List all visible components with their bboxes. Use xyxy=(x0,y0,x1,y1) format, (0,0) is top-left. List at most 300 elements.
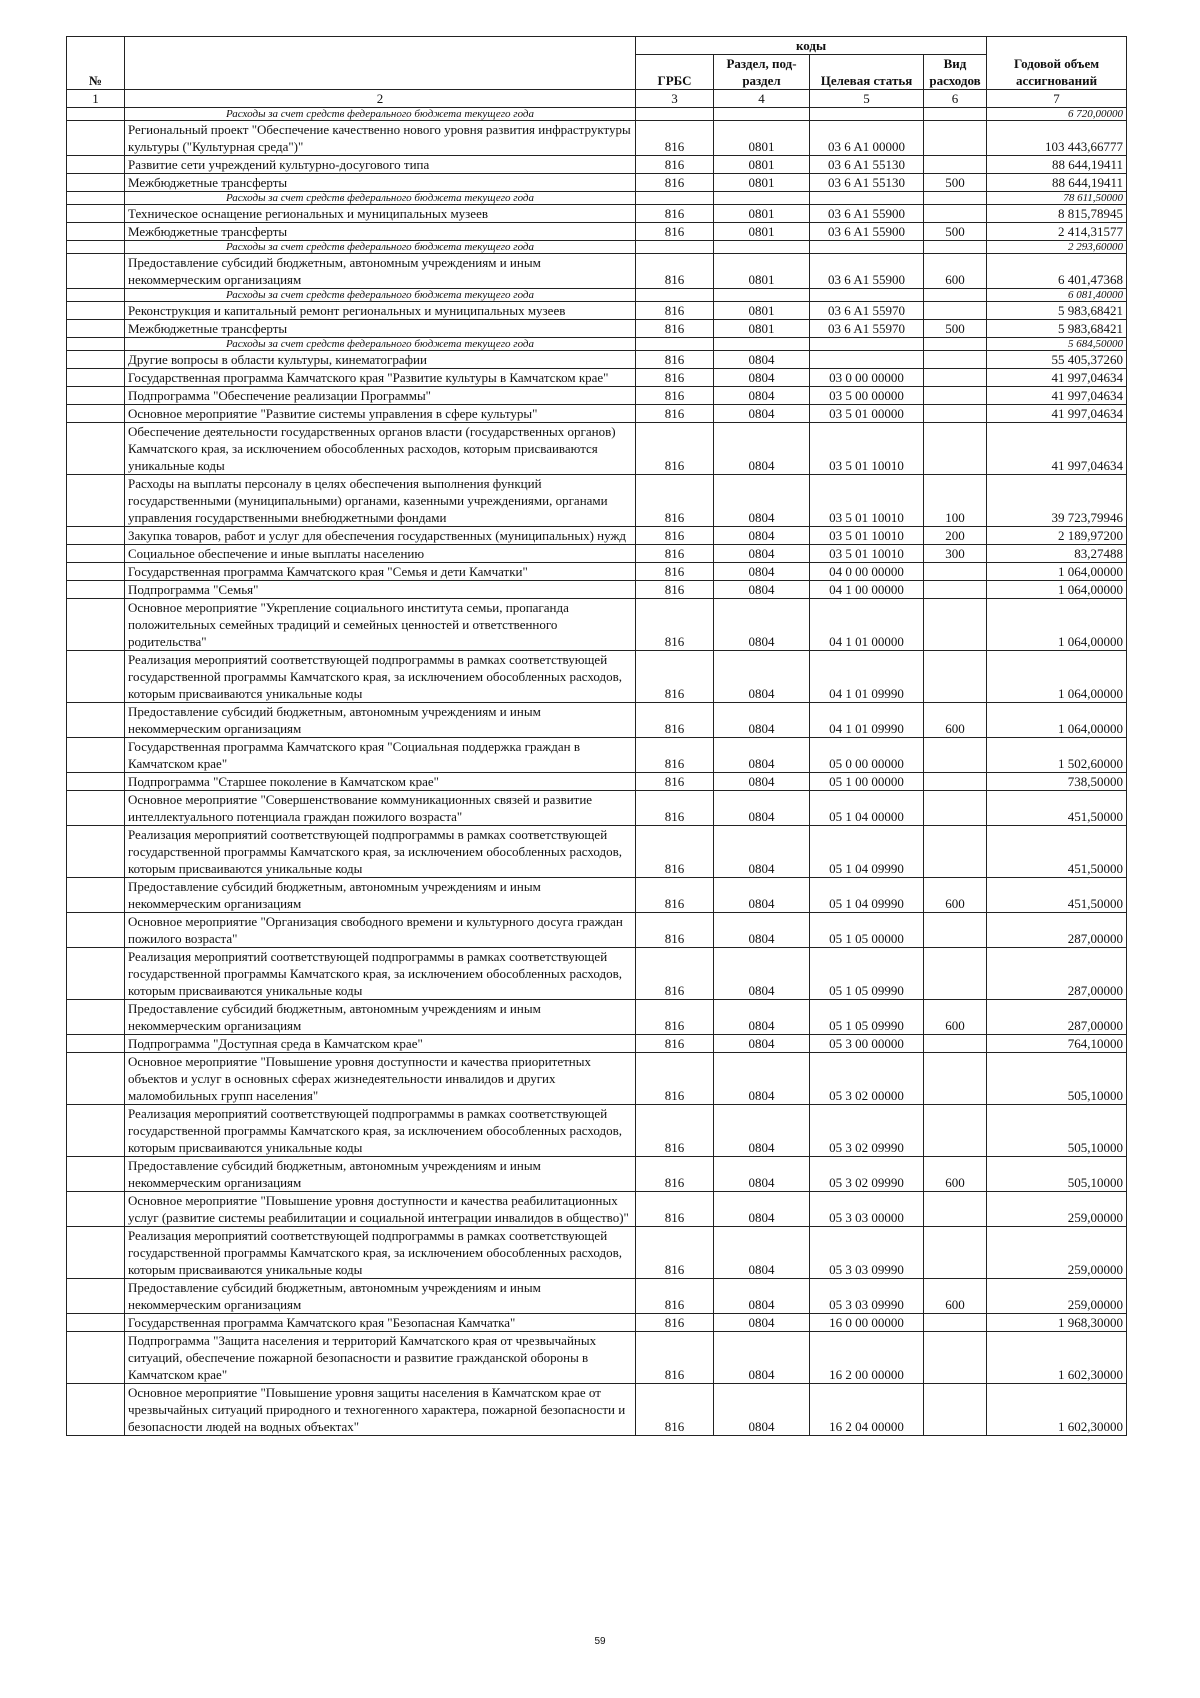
target-article-cell: 03 5 01 10010 xyxy=(810,423,924,475)
grbs-cell: 816 xyxy=(636,156,714,174)
expense-name-cell: Расходы за счет средств федерального бюджета текущего года xyxy=(125,338,636,351)
razdel-cell: 0804 xyxy=(714,423,810,475)
grbs-cell xyxy=(636,289,714,302)
grbs-cell: 816 xyxy=(636,545,714,563)
row-number-cell xyxy=(67,241,125,254)
federal-funds-row xyxy=(67,192,1127,205)
target-article-cell: 03 6 A1 55900 xyxy=(810,254,924,289)
amount-cell: 88 644,19411 xyxy=(987,174,1127,192)
target-article-cell: 05 3 02 09990 xyxy=(810,1105,924,1157)
header-annual: Годовой объем ассигнований xyxy=(987,37,1127,90)
expense-type-cell xyxy=(924,1384,987,1436)
target-article-cell: 03 6 A1 00000 xyxy=(810,121,924,156)
target-article-cell: 03 6 A1 55900 xyxy=(810,223,924,241)
table-row xyxy=(67,351,1127,369)
target-article-cell: 05 1 04 00000 xyxy=(810,791,924,826)
amount-cell: 2 414,31577 xyxy=(987,223,1127,241)
expense-type-cell xyxy=(924,156,987,174)
amount-cell: 2 293,60000 xyxy=(987,241,1127,254)
target-article-cell: 03 6 A1 55130 xyxy=(810,156,924,174)
grbs-cell xyxy=(636,338,714,351)
razdel-cell: 0804 xyxy=(714,738,810,773)
target-article-cell xyxy=(810,338,924,351)
target-article-cell: 05 1 05 09990 xyxy=(810,1000,924,1035)
expense-name-cell: Подпрограмма "Защита населения и территорий Камчатского края от чрезвычайных ситуаций, обеспечение пожарной безопасности и развитие гражданской обороны в Камчатском крае" xyxy=(125,1332,636,1384)
table-row xyxy=(67,1157,1127,1192)
row-number-cell xyxy=(67,1157,125,1192)
table-row xyxy=(67,223,1127,241)
amount-cell: 41 997,04634 xyxy=(987,387,1127,405)
row-number-cell xyxy=(67,1314,125,1332)
expense-type-cell xyxy=(924,289,987,302)
expense-type-cell xyxy=(924,387,987,405)
razdel-cell xyxy=(714,192,810,205)
razdel-cell: 0804 xyxy=(714,527,810,545)
grbs-cell: 816 xyxy=(636,1384,714,1436)
target-article-cell: 03 6 A1 55900 xyxy=(810,205,924,223)
expense-name-cell: Техническое оснащение региональных и муниципальных музеев xyxy=(125,205,636,223)
grbs-cell: 816 xyxy=(636,651,714,703)
amount-cell: 55 405,37260 xyxy=(987,351,1127,369)
amount-cell: 1 064,00000 xyxy=(987,599,1127,651)
table-row xyxy=(67,405,1127,423)
table-row xyxy=(67,1035,1127,1053)
expense-name-cell: Предоставление субсидий бюджетным, автономным учреждениям и иным некоммерческим организациям xyxy=(125,703,636,738)
table-row xyxy=(67,423,1127,475)
row-number-cell xyxy=(67,223,125,241)
target-article-cell: 05 3 02 09990 xyxy=(810,1157,924,1192)
page-number: 59 xyxy=(594,1636,606,1647)
expense-name-cell: Подпрограмма "Обеспечение реализации Программы" xyxy=(125,387,636,405)
target-article-cell: 05 3 02 00000 xyxy=(810,1053,924,1105)
grbs-cell: 816 xyxy=(636,387,714,405)
razdel-cell: 0804 xyxy=(714,387,810,405)
row-number-cell xyxy=(67,563,125,581)
expense-name-cell: Подпрограмма "Семья" xyxy=(125,581,636,599)
grbs-cell: 816 xyxy=(636,527,714,545)
amount-cell: 83,27488 xyxy=(987,545,1127,563)
expense-type-cell xyxy=(924,1227,987,1279)
expense-type-cell: 600 xyxy=(924,878,987,913)
expense-type-cell xyxy=(924,205,987,223)
razdel-cell: 0804 xyxy=(714,791,810,826)
amount-cell: 505,10000 xyxy=(987,1105,1127,1157)
row-number-cell xyxy=(67,1384,125,1436)
row-number-cell xyxy=(67,878,125,913)
expense-name-cell: Государственная программа Камчатского края "Безопасная Камчатка" xyxy=(125,1314,636,1332)
razdel-cell: 0804 xyxy=(714,1227,810,1279)
razdel-cell: 0801 xyxy=(714,121,810,156)
amount-cell: 6 401,47368 xyxy=(987,254,1127,289)
row-number-cell xyxy=(67,369,125,387)
expense-name-cell: Государственная программа Камчатского края "Семья и дети Камчатки" xyxy=(125,563,636,581)
grbs-cell: 816 xyxy=(636,703,714,738)
razdel-cell: 0804 xyxy=(714,599,810,651)
grbs-cell: 816 xyxy=(636,302,714,320)
header-num: № xyxy=(67,37,125,90)
row-number-cell xyxy=(67,913,125,948)
grbs-cell: 816 xyxy=(636,121,714,156)
row-number-cell xyxy=(67,1000,125,1035)
expense-type-cell xyxy=(924,423,987,475)
razdel-cell: 0801 xyxy=(714,223,810,241)
expense-type-cell xyxy=(924,913,987,948)
grbs-cell xyxy=(636,108,714,121)
expense-type-cell xyxy=(924,1105,987,1157)
expense-name-cell: Предоставление субсидий бюджетным, автономным учреждениям и иным некоммерческим организациям xyxy=(125,1279,636,1314)
row-number-cell xyxy=(67,192,125,205)
expense-type-cell xyxy=(924,1332,987,1384)
table-row xyxy=(67,703,1127,738)
expense-type-cell xyxy=(924,369,987,387)
amount-cell: 505,10000 xyxy=(987,1053,1127,1105)
expense-type-cell: 600 xyxy=(924,1279,987,1314)
row-number-cell xyxy=(67,826,125,878)
row-number-cell xyxy=(67,948,125,1000)
expense-name-cell: Предоставление субсидий бюджетным, автономным учреждениям и иным некоммерческим организациям xyxy=(125,254,636,289)
grbs-cell xyxy=(636,192,714,205)
row-number-cell xyxy=(67,156,125,174)
target-article-cell xyxy=(810,289,924,302)
row-number-cell xyxy=(67,1192,125,1227)
grbs-cell: 816 xyxy=(636,1035,714,1053)
amount-cell: 1 602,30000 xyxy=(987,1384,1127,1436)
expense-type-cell xyxy=(924,738,987,773)
razdel-cell: 0804 xyxy=(714,351,810,369)
grbs-cell: 816 xyxy=(636,423,714,475)
row-number-cell xyxy=(67,320,125,338)
expense-name-cell: Реализация мероприятий соответствующей подпрограммы в рамках соответствующей государственной программы Камчатского края, за исключением обособленных расходов, которым присваиваются уникальные коды xyxy=(125,826,636,878)
expense-name-cell: Предоставление субсидий бюджетным, автономным учреждениям и иным некоммерческим организациям xyxy=(125,878,636,913)
row-number-cell xyxy=(67,302,125,320)
grbs-cell: 816 xyxy=(636,738,714,773)
col-index: 2 xyxy=(125,90,636,108)
budget-sheet xyxy=(66,36,1126,1436)
table-row xyxy=(67,475,1127,527)
expense-name-cell: Реализация мероприятий соответствующей подпрограммы в рамках соответствующей государственной программы Камчатского края, за исключением обособленных расходов, которым присваиваются уникальные коды xyxy=(125,948,636,1000)
expense-type-cell xyxy=(924,773,987,791)
table-row xyxy=(67,563,1127,581)
target-article-cell: 04 1 01 09990 xyxy=(810,703,924,738)
amount-cell: 259,00000 xyxy=(987,1279,1127,1314)
row-number-cell xyxy=(67,205,125,223)
target-article-cell: 03 5 01 10010 xyxy=(810,475,924,527)
expense-name-cell: Основное мероприятие "Повышение уровня защиты населения в Камчатском крае от чрезвычайных ситуаций природного и техногенного характера, пожарной безопасности и безопасности людей на водных объектах" xyxy=(125,1384,636,1436)
amount-cell: 1 064,00000 xyxy=(987,651,1127,703)
amount-cell: 287,00000 xyxy=(987,1000,1127,1035)
target-article-cell: 03 5 00 00000 xyxy=(810,387,924,405)
amount-cell: 6 720,00000 xyxy=(987,108,1127,121)
grbs-cell: 816 xyxy=(636,791,714,826)
table-row xyxy=(67,1314,1127,1332)
expense-type-cell: 200 xyxy=(924,527,987,545)
table-row xyxy=(67,948,1127,1000)
expense-name-cell: Основное мероприятие "Развитие системы управления в сфере культуры" xyxy=(125,405,636,423)
target-article-cell xyxy=(810,241,924,254)
row-number-cell xyxy=(67,121,125,156)
header-name xyxy=(125,37,636,90)
amount-cell: 1 502,60000 xyxy=(987,738,1127,773)
target-article-cell xyxy=(810,351,924,369)
table-row xyxy=(67,320,1127,338)
expense-name-cell: Межбюджетные трансферты xyxy=(125,320,636,338)
razdel-cell: 0801 xyxy=(714,156,810,174)
expense-type-cell xyxy=(924,1314,987,1332)
razdel-cell: 0804 xyxy=(714,1105,810,1157)
table-row xyxy=(67,1053,1127,1105)
table-row xyxy=(67,1279,1127,1314)
razdel-cell: 0804 xyxy=(714,651,810,703)
amount-cell: 287,00000 xyxy=(987,948,1127,1000)
row-number-cell xyxy=(67,108,125,121)
expense-name-cell: Расходы за счет средств федерального бюджета текущего года xyxy=(125,241,636,254)
table-row xyxy=(67,254,1127,289)
col-index: 6 xyxy=(924,90,987,108)
row-number-cell xyxy=(67,475,125,527)
col-index: 3 xyxy=(636,90,714,108)
expense-name-cell: Государственная программа Камчатского края "Социальная поддержка граждан в Камчатском крае" xyxy=(125,738,636,773)
grbs-cell: 816 xyxy=(636,913,714,948)
grbs-cell: 816 xyxy=(636,1053,714,1105)
target-article-cell: 05 3 00 00000 xyxy=(810,1035,924,1053)
row-number-cell xyxy=(67,1332,125,1384)
razdel-cell: 0804 xyxy=(714,1332,810,1384)
expense-type-cell xyxy=(924,108,987,121)
grbs-cell: 816 xyxy=(636,369,714,387)
expense-type-cell xyxy=(924,241,987,254)
expense-type-cell: 300 xyxy=(924,545,987,563)
amount-cell: 505,10000 xyxy=(987,1157,1127,1192)
razdel-cell: 0804 xyxy=(714,405,810,423)
grbs-cell: 816 xyxy=(636,1000,714,1035)
table-row xyxy=(67,527,1127,545)
razdel-cell: 0804 xyxy=(714,1384,810,1436)
budget-table xyxy=(66,36,1127,1436)
razdel-cell: 0804 xyxy=(714,475,810,527)
target-article-cell: 04 1 01 00000 xyxy=(810,599,924,651)
header-tselevaya: Целевая статья xyxy=(810,55,924,90)
row-number-cell xyxy=(67,351,125,369)
expense-type-cell xyxy=(924,948,987,1000)
row-number-cell xyxy=(67,1035,125,1053)
amount-cell: 1 064,00000 xyxy=(987,703,1127,738)
table-row xyxy=(67,738,1127,773)
expense-name-cell: Основное мероприятие "Повышение уровня доступности и качества реабилитационных услуг (развитие системы реабилитации и социальной интеграции инвалидов в общество)" xyxy=(125,1192,636,1227)
header-codes: коды xyxy=(636,37,987,55)
expense-type-cell: 600 xyxy=(924,703,987,738)
grbs-cell: 816 xyxy=(636,174,714,192)
table-row xyxy=(67,1384,1127,1436)
amount-cell: 259,00000 xyxy=(987,1227,1127,1279)
table-row xyxy=(67,826,1127,878)
razdel-cell xyxy=(714,108,810,121)
expense-type-cell: 500 xyxy=(924,223,987,241)
razdel-cell: 0804 xyxy=(714,1157,810,1192)
razdel-cell: 0804 xyxy=(714,563,810,581)
grbs-cell: 816 xyxy=(636,1157,714,1192)
target-article-cell: 03 6 A1 55970 xyxy=(810,320,924,338)
amount-cell: 2 189,97200 xyxy=(987,527,1127,545)
grbs-cell: 816 xyxy=(636,1314,714,1332)
target-article-cell xyxy=(810,192,924,205)
expense-type-cell xyxy=(924,826,987,878)
row-number-cell xyxy=(67,1227,125,1279)
row-number-cell xyxy=(67,791,125,826)
table-row xyxy=(67,878,1127,913)
grbs-cell: 816 xyxy=(636,581,714,599)
table-row xyxy=(67,1227,1127,1279)
row-number-cell xyxy=(67,738,125,773)
target-article-cell: 04 0 00 00000 xyxy=(810,563,924,581)
expense-type-cell xyxy=(924,405,987,423)
razdel-cell: 0804 xyxy=(714,1000,810,1035)
target-article-cell: 05 1 04 09990 xyxy=(810,826,924,878)
grbs-cell: 816 xyxy=(636,1192,714,1227)
expense-name-cell: Другие вопросы в области культуры, кинематографии xyxy=(125,351,636,369)
expense-name-cell: Закупка товаров, работ и услуг для обеспечения государственных (муниципальных) нужд xyxy=(125,527,636,545)
row-number-cell xyxy=(67,599,125,651)
expense-type-cell: 500 xyxy=(924,320,987,338)
col-index: 7 xyxy=(987,90,1127,108)
target-article-cell: 05 1 04 09990 xyxy=(810,878,924,913)
amount-cell: 41 997,04634 xyxy=(987,405,1127,423)
razdel-cell xyxy=(714,241,810,254)
target-article-cell: 04 1 01 09990 xyxy=(810,651,924,703)
row-number-cell xyxy=(67,1053,125,1105)
target-article-cell: 03 6 A1 55970 xyxy=(810,302,924,320)
target-article-cell: 16 2 04 00000 xyxy=(810,1384,924,1436)
expense-type-cell xyxy=(924,121,987,156)
target-article-cell: 05 3 03 09990 xyxy=(810,1227,924,1279)
header-razdel: Раздел, под-раздел xyxy=(714,55,810,90)
expense-type-cell xyxy=(924,302,987,320)
razdel-cell: 0804 xyxy=(714,913,810,948)
razdel-cell: 0804 xyxy=(714,1314,810,1332)
razdel-cell xyxy=(714,289,810,302)
expense-name-cell: Предоставление субсидий бюджетным, автономным учреждениям и иным некоммерческим организациям xyxy=(125,1000,636,1035)
razdel-cell: 0804 xyxy=(714,369,810,387)
razdel-cell: 0804 xyxy=(714,773,810,791)
grbs-cell: 816 xyxy=(636,563,714,581)
amount-cell: 5 983,68421 xyxy=(987,320,1127,338)
expense-name-cell: Подпрограмма "Доступная среда в Камчатском крае" xyxy=(125,1035,636,1053)
expense-name-cell: Межбюджетные трансферты xyxy=(125,174,636,192)
expense-name-cell: Межбюджетные трансферты xyxy=(125,223,636,241)
table-row xyxy=(67,156,1127,174)
grbs-cell: 816 xyxy=(636,405,714,423)
expense-type-cell: 500 xyxy=(924,174,987,192)
amount-cell: 41 997,04634 xyxy=(987,369,1127,387)
expense-name-cell: Основное мероприятие "Укрепление социального института семьи, пропаганда положительных семейных традиций и семейных ценностей и ответственного родительства" xyxy=(125,599,636,651)
row-number-cell xyxy=(67,581,125,599)
expense-name-cell: Основное мероприятие "Повышение уровня доступности и качества приоритетных объектов и услуг в основных сферах жизнедеятельности инвалидов и других маломобильных групп населения" xyxy=(125,1053,636,1105)
razdel-cell: 0801 xyxy=(714,174,810,192)
amount-cell: 451,50000 xyxy=(987,826,1127,878)
col-index: 5 xyxy=(810,90,924,108)
target-article-cell: 16 0 00 00000 xyxy=(810,1314,924,1332)
target-article-cell: 03 6 A1 55130 xyxy=(810,174,924,192)
row-number-cell xyxy=(67,545,125,563)
amount-cell: 451,50000 xyxy=(987,791,1127,826)
table-row xyxy=(67,599,1127,651)
expense-name-cell: Государственная программа Камчатского края "Развитие культуры в Камчатском крае" xyxy=(125,369,636,387)
expense-name-cell: Расходы за счет средств федерального бюджета текущего года xyxy=(125,108,636,121)
target-article-cell: 04 1 00 00000 xyxy=(810,581,924,599)
grbs-cell: 816 xyxy=(636,878,714,913)
amount-cell: 1 602,30000 xyxy=(987,1332,1127,1384)
expense-type-cell xyxy=(924,651,987,703)
expense-type-cell xyxy=(924,563,987,581)
row-number-cell xyxy=(67,651,125,703)
grbs-cell: 816 xyxy=(636,1332,714,1384)
amount-cell: 41 997,04634 xyxy=(987,423,1127,475)
grbs-cell: 816 xyxy=(636,475,714,527)
expense-type-cell xyxy=(924,1053,987,1105)
target-article-cell: 03 0 00 00000 xyxy=(810,369,924,387)
amount-cell: 259,00000 xyxy=(987,1192,1127,1227)
expense-type-cell: 100 xyxy=(924,475,987,527)
row-number-cell xyxy=(67,405,125,423)
federal-funds-row xyxy=(67,338,1127,351)
razdel-cell xyxy=(714,338,810,351)
target-article-cell: 03 5 01 10010 xyxy=(810,527,924,545)
table-row xyxy=(67,913,1127,948)
amount-cell: 103 443,66777 xyxy=(987,121,1127,156)
table-row xyxy=(67,369,1127,387)
grbs-cell xyxy=(636,241,714,254)
grbs-cell: 816 xyxy=(636,1105,714,1157)
razdel-cell: 0801 xyxy=(714,254,810,289)
row-number-cell xyxy=(67,423,125,475)
razdel-cell: 0804 xyxy=(714,545,810,563)
amount-cell: 1 968,30000 xyxy=(987,1314,1127,1332)
target-article-cell: 05 0 00 00000 xyxy=(810,738,924,773)
row-number-cell xyxy=(67,773,125,791)
expense-type-cell xyxy=(924,1035,987,1053)
razdel-cell: 0804 xyxy=(714,703,810,738)
amount-cell: 1 064,00000 xyxy=(987,563,1127,581)
col-index: 4 xyxy=(714,90,810,108)
expense-name-cell: Реализация мероприятий соответствующей подпрограммы в рамках соответствующей государственной программы Камчатского края, за исключением обособленных расходов, которым присваиваются уникальные коды xyxy=(125,651,636,703)
federal-funds-row xyxy=(67,108,1127,121)
expense-name-cell: Развитие сети учреждений культурно-досугового типа xyxy=(125,156,636,174)
amount-cell: 5 684,50000 xyxy=(987,338,1127,351)
row-number-cell xyxy=(67,527,125,545)
expense-type-cell xyxy=(924,338,987,351)
razdel-cell: 0801 xyxy=(714,320,810,338)
expense-name-cell: Расходы на выплаты персоналу в целях обеспечения выполнения функций государственными (муниципальными) органами, казенными учреждениями, органами управления государственными внебюджетными фондами xyxy=(125,475,636,527)
expense-type-cell xyxy=(924,351,987,369)
table-row xyxy=(67,121,1127,156)
table-row xyxy=(67,205,1127,223)
expense-name-cell: Расходы за счет средств федерального бюджета текущего года xyxy=(125,192,636,205)
amount-cell: 6 081,40000 xyxy=(987,289,1127,302)
target-article-cell: 05 1 05 09990 xyxy=(810,948,924,1000)
expense-name-cell: Реализация мероприятий соответствующей подпрограммы в рамках соответствующей государственной программы Камчатского края, за исключением обособленных расходов, которым присваиваются уникальные коды xyxy=(125,1227,636,1279)
razdel-cell: 0804 xyxy=(714,878,810,913)
expense-name-cell: Основное мероприятие "Организация свободного времени и культурного досуга граждан пожилого возраста" xyxy=(125,913,636,948)
expense-name-cell: Основное мероприятие "Совершенствование коммуникационных связей и развитие интеллектуального потенциала граждан пожилого возраста" xyxy=(125,791,636,826)
razdel-cell: 0801 xyxy=(714,302,810,320)
expense-name-cell: Региональный проект "Обеспечение качественно нового уровня развития инфраструктуры культуры ("Культурная среда")" xyxy=(125,121,636,156)
federal-funds-row xyxy=(67,289,1127,302)
header-vid: Вид расходов xyxy=(924,55,987,90)
row-number-cell xyxy=(67,1105,125,1157)
razdel-cell: 0804 xyxy=(714,1053,810,1105)
grbs-cell: 816 xyxy=(636,223,714,241)
table-row xyxy=(67,1192,1127,1227)
table-row xyxy=(67,1000,1127,1035)
